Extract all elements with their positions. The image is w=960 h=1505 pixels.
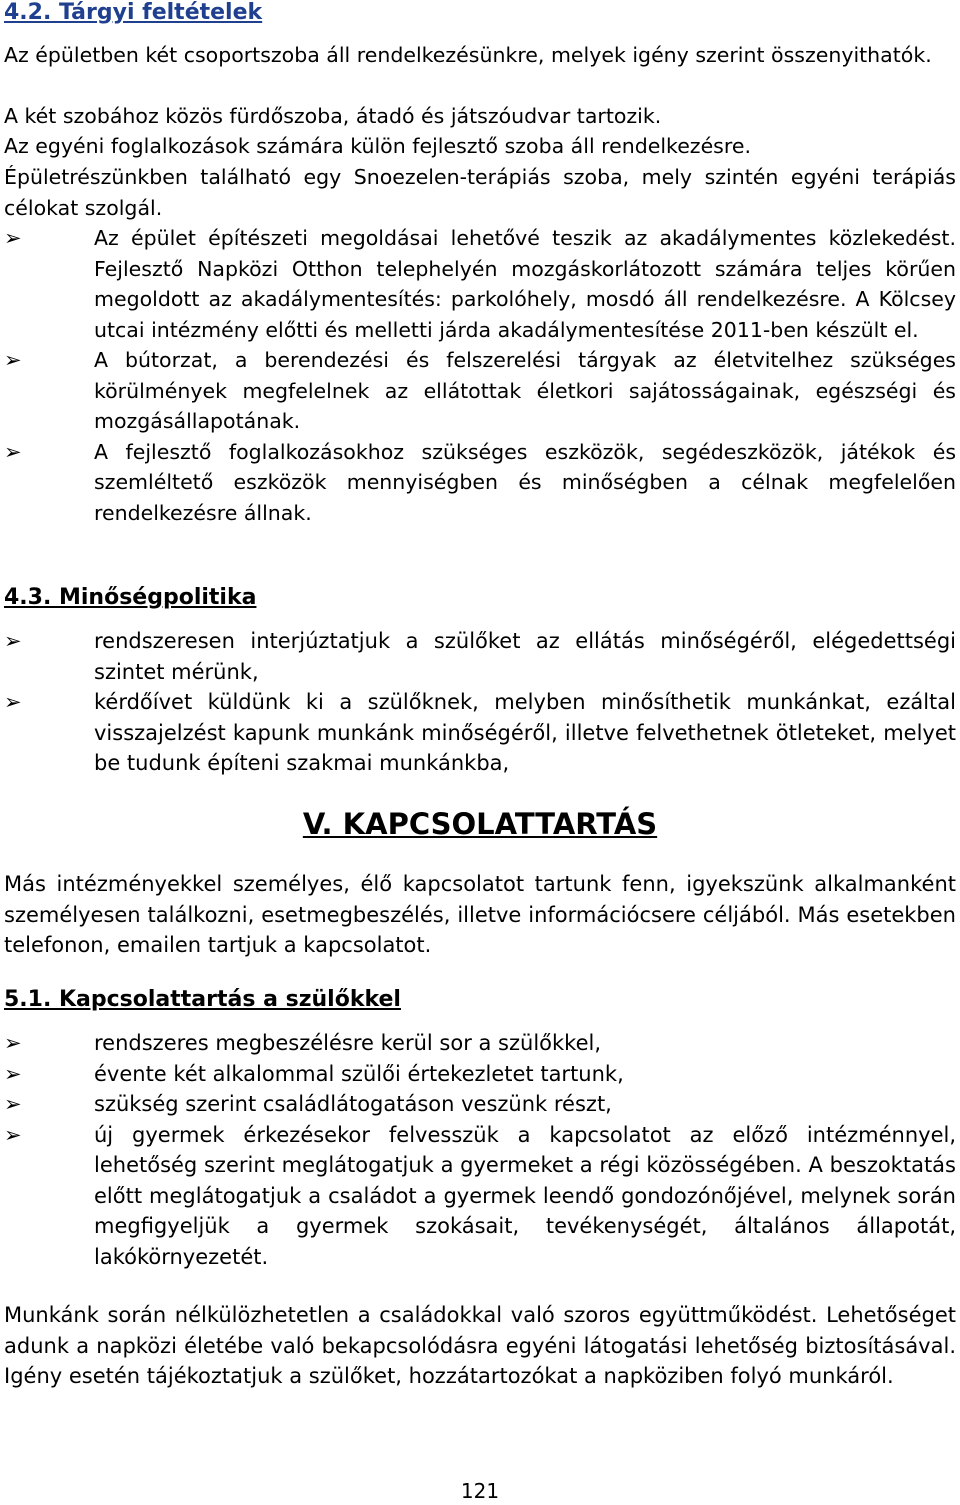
arrow-bullet-icon: ➢ bbox=[4, 348, 22, 372]
heading-4-2: 4.2. Tárgyi feltételek bbox=[4, 0, 263, 25]
list-item bbox=[0, 1028, 956, 1059]
paragraph-chapter-v: Más intézményekkel személyes, élő kapcsolatot tartunk fenn, igyekszünk alkalmanként személyesen találkozni, esetmegbeszélés, illetve információcsere céljából. Más esetekben telefonon, emailen tartjuk a kapcsolatot. bbox=[4, 872, 956, 957]
list-item-text: A bútorzat, a berendezési és felszerelési tárgyak az életvitelhez szükséges körülmények megfelelnek az ellátottak életkori sajátosságainak, egészségi és mozgásállapotának. bbox=[94, 348, 956, 433]
arrow-bullet-icon: ➢ bbox=[4, 1122, 22, 1147]
list-item bbox=[0, 626, 956, 687]
bullet-list-4-3 bbox=[0, 626, 956, 779]
list-item-text: új gyermek érkezésekor felvesszük a kapcsolatot az előző intézménnyel, lehetőség szerint meglátogatjuk a gyermeket a régi közösségében. A beszoktatás előtt meglátogatjuk a családot a gyermek leendő gondozónőjével, melynek során megfigyeljük a gyermek szokásait, tevékenységét, általános állapotát, lakókörnyezetét. bbox=[94, 1122, 956, 1269]
list-item-text: szükség szerint családlátogatáson veszünk részt, bbox=[94, 1092, 612, 1116]
paragraph-4-2-line3: Az egyéni foglalkozások számára külön fejlesztő szoba áll rendelkezésre. bbox=[4, 134, 751, 158]
arrow-bullet-icon: ➢ bbox=[4, 439, 22, 464]
arrow-bullet-icon: ➢ bbox=[4, 226, 22, 250]
paragraph-4-2-line2: A két szobához közös fürdőszoba, átadó és játszóudvar tartozik. bbox=[4, 104, 662, 128]
heading-4-3: 4.3. Minőségpolitika bbox=[4, 585, 257, 610]
paragraph-4-2-line4: Épületrészünkben található egy Snoezelen-terápiás szoba, mely szintén egyéni terápiás célokat szolgál. bbox=[4, 165, 956, 220]
list-item-text: Az épület építészeti megoldásai lehetővé teszik az akadálymentes közlekedést. Fejlesztő Napközi Otthon telephelyén mozgáskorlátozott számára teljes körűen megoldott az akadálymentesítés: parkolóhely, mosdó áll rendelkezésre. A Kölcsey utcai intézmény előtti és melletti járda akadálymentesítése 2011-ben készült el. bbox=[94, 226, 956, 342]
paragraph-5-1-closing: Munkánk során nélkülözhetetlen a családokkal való szoros együttműködést. Lehetőséget adunk a napközi életébe való bekapcsolódásra egyéni látogatási lehetőség biztosításával. Igény esetén tájékoztatjuk a szülőket, hozzátartozókat a napköziben folyó munkáról. bbox=[4, 1303, 956, 1388]
page-number: 121 bbox=[460, 1479, 500, 1503]
chapter-title: V. KAPCSOLATTARTÁS bbox=[302, 807, 658, 841]
list-item bbox=[0, 1120, 956, 1273]
bullet-list-5-1 bbox=[0, 1028, 956, 1272]
list-item-text: rendszeresen interjúztatjuk a szülőket az ellátás minőségéről, elégedettségi szintet mérünk, bbox=[94, 629, 956, 684]
list-item bbox=[0, 1059, 956, 1090]
list-item bbox=[0, 223, 956, 345]
list-item-text: A fejlesztő foglalkozásokhoz szükséges eszközök, segédeszközök, játékok és szemléltető eszközök mennyiségben és minőségben a célnak megfelelően rendelkezésre állnak. bbox=[94, 439, 956, 525]
list-item-text: rendszeres megbeszélésre kerül sor a szülőkkel, bbox=[94, 1031, 602, 1055]
list-item bbox=[0, 345, 956, 437]
heading-5-1: 5.1. Kapcsolattartás a szülőkkel bbox=[4, 987, 401, 1012]
arrow-bullet-icon: ➢ bbox=[4, 629, 22, 653]
list-item-text: évente két alkalommal szülői értekezletet tartunk, bbox=[94, 1061, 624, 1086]
list-item-text: kérdőívet küldünk ki a szülőknek, melyben minősíthetik munkánkat, ezáltal visszajelzést kapunk munkánk minőségéről, illetve felvethetnek ötleteket, melyet be tudunk építeni szakmai munkánkba, bbox=[94, 690, 956, 775]
list-item bbox=[0, 437, 956, 529]
paragraph-4-2-intro: Az épületben két csoportszoba áll rendelkezésünkre, melyek igény szerint összenyithatók. bbox=[4, 43, 932, 67]
arrow-bullet-icon: ➢ bbox=[4, 690, 22, 714]
arrow-bullet-icon: ➢ bbox=[4, 1031, 22, 1055]
arrow-bullet-icon: ➢ bbox=[4, 1061, 22, 1086]
list-item bbox=[0, 1089, 956, 1120]
bullet-list-4-2 bbox=[0, 223, 956, 528]
arrow-bullet-icon: ➢ bbox=[4, 1092, 22, 1116]
list-item bbox=[0, 687, 956, 779]
